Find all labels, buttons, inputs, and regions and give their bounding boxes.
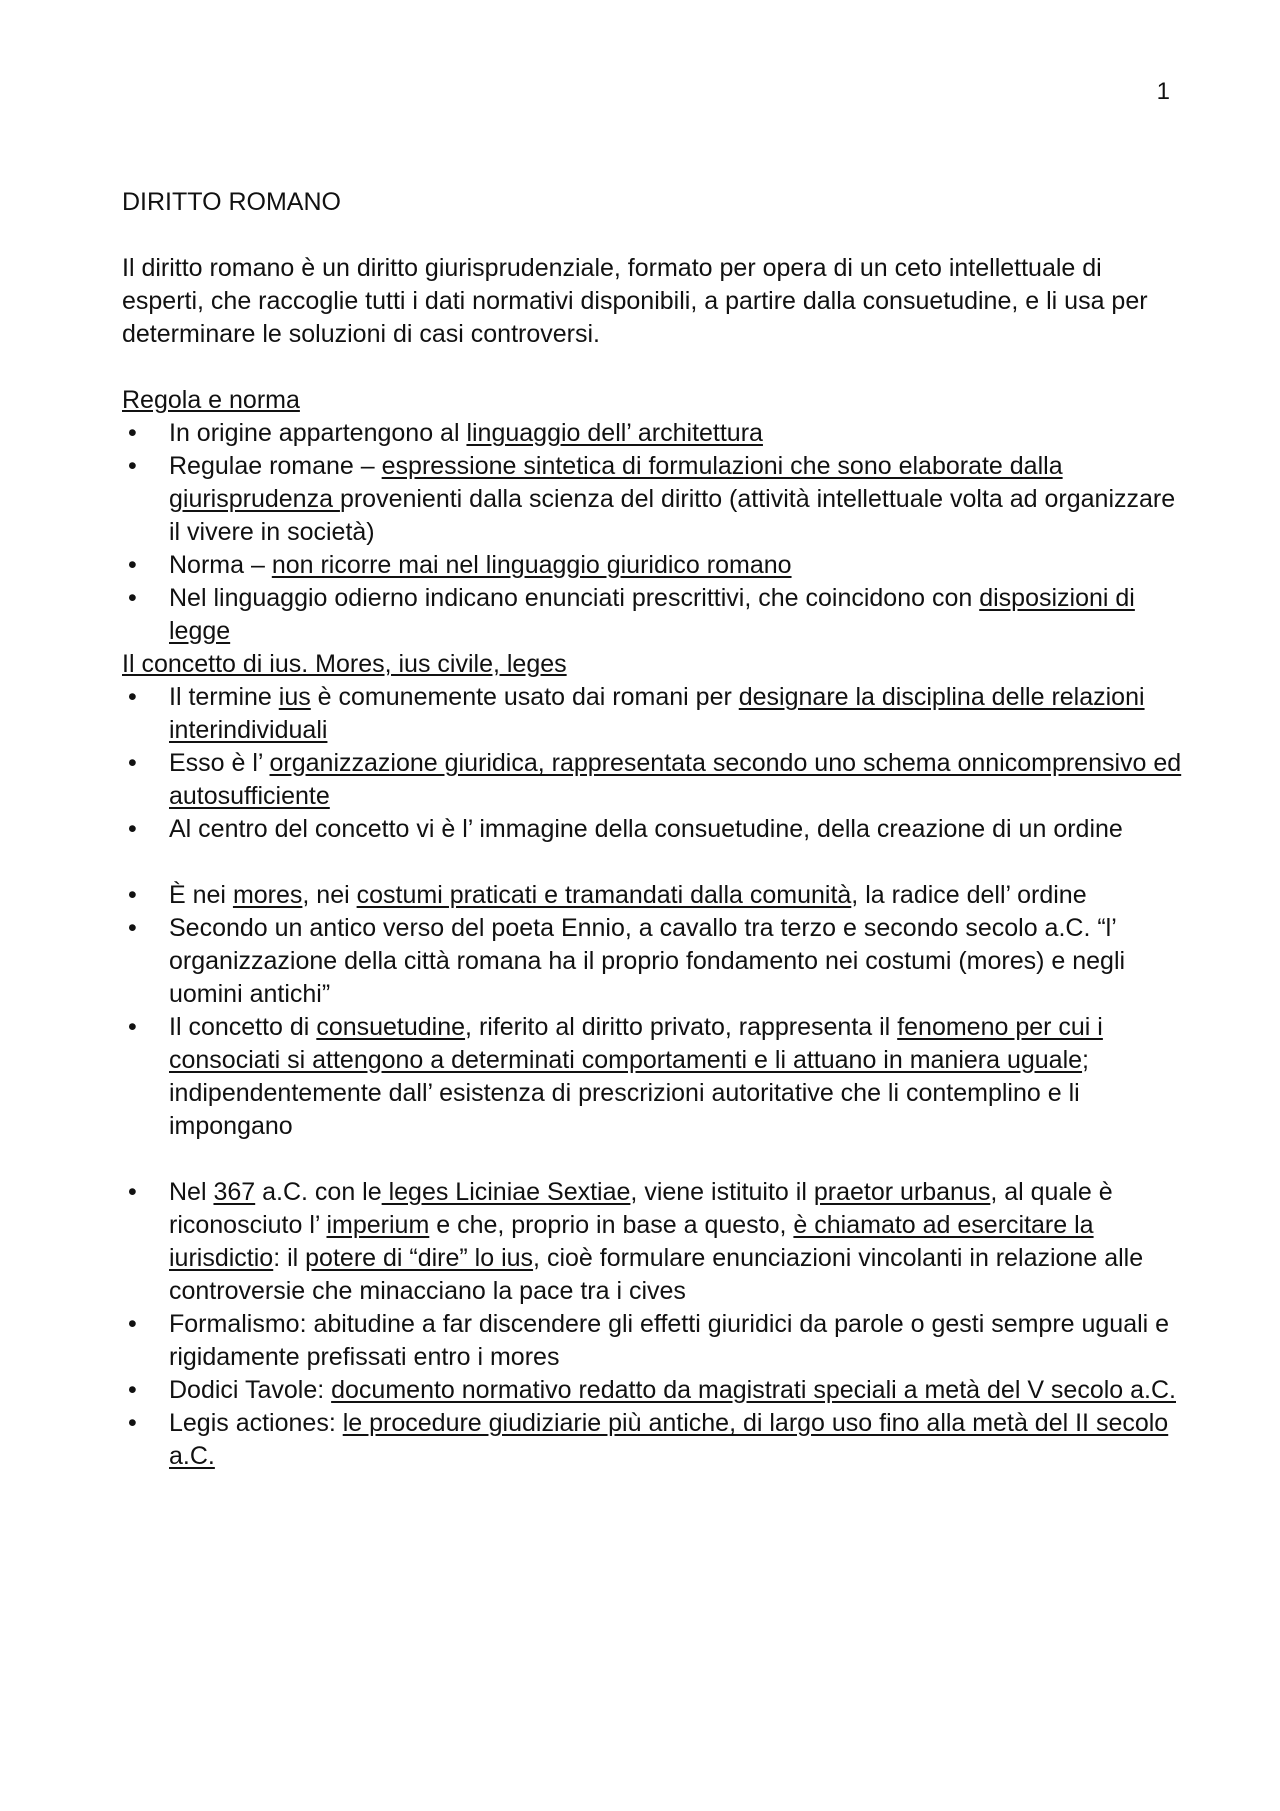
list-item: • Dodici Tavole: documento normativo redatto da magistrati speciali a metà del V secolo a.C. bbox=[122, 1374, 1182, 1407]
list-item: • Nel 367 a.C. con le leges Liciniae Sextiae, viene istituito il praetor urbanus, al quale è riconosciuto l’ imperium e che, proprio in base a questo, è chiamato ad esercitare la iurisdictio: il potere di “dire” lo ius, cioè formulare enunciazioni vincolanti in relazione alle controversie che minacciano la pace tra i cives bbox=[122, 1176, 1182, 1308]
document-body bbox=[122, 186, 1182, 1473]
list-item: • Secondo un antico verso del poeta Ennio, a cavallo tra terzo e secondo secolo a.C. “l’ organizzazione della città romana ha il proprio fondamento nei costumi (mores) e negli uomini antichi” bbox=[122, 912, 1182, 1011]
list-item: • Il concetto di consuetudine, riferito al diritto privato, rappresenta il fenomeno per cui i consociati si attengono a determinati comportamenti e li attuano in maniera uguale; indipendentemente dall’ esistenza di prescrizioni autoritative che li contemplino e li impongano bbox=[122, 1011, 1182, 1143]
bullet-list-regola-e-norma bbox=[122, 417, 1182, 648]
list-item: • Regulae romane – espressione sintetica di formulazioni che sono elaborate dalla giurisprudenza provenienti dalla scienza del diritto (attività intellettuale volta ad organizzare il vivere in società) bbox=[122, 450, 1182, 549]
bullet-list-concetto-di-ius bbox=[122, 681, 1182, 1473]
list-item: • Legis actiones: le procedure giudiziarie più antiche, di largo uso fino alla metà del II secolo a.C. bbox=[122, 1407, 1182, 1473]
document-title: DIRITTO ROMANO bbox=[122, 188, 341, 216]
list-item: • Al centro del concetto vi è l’ immagine della consuetudine, della creazione di un ordine bbox=[122, 813, 1182, 846]
list-item: • È nei mores, nei costumi praticati e tramandati dalla comunità, la radice dell’ ordine bbox=[122, 879, 1182, 912]
list-item: • Norma – non ricorre mai nel linguaggio giuridico romano bbox=[122, 549, 1182, 582]
list-item: • Esso è l’ organizzazione giuridica, rappresentata secondo uno schema onnicomprensivo ed autosufficiente bbox=[122, 747, 1182, 813]
section-heading-regola-e-norma: Regola e norma bbox=[122, 386, 300, 414]
intro-paragraph: Il diritto romano è un diritto giurisprudenziale, formato per opera di un ceto intellettuale di esperti, che raccoglie tutti i dati normativi disponibili, a partire dalla consuetudine, e li usa per determinare le soluzioni di casi controversi. bbox=[122, 254, 1148, 348]
list-item: • Formalismo: abitudine a far discendere gli effetti giuridici da parole o gesti sempre uguali e rigidamente prefissati entro i mores bbox=[122, 1308, 1182, 1374]
list-item: • Il termine ius è comunemente usato dai romani per designare la disciplina delle relazioni interindividuali bbox=[122, 681, 1182, 747]
page-number: 1 bbox=[1156, 78, 1170, 105]
list-item: • In origine appartengono al linguaggio dell’ architettura bbox=[122, 417, 1182, 450]
section-heading-concetto-di-ius: Il concetto di ius. Mores, ius civile, leges bbox=[122, 650, 567, 678]
list-item: • Nel linguaggio odierno indicano enunciati prescrittivi, che coincidono con disposizioni di legge bbox=[122, 582, 1182, 648]
